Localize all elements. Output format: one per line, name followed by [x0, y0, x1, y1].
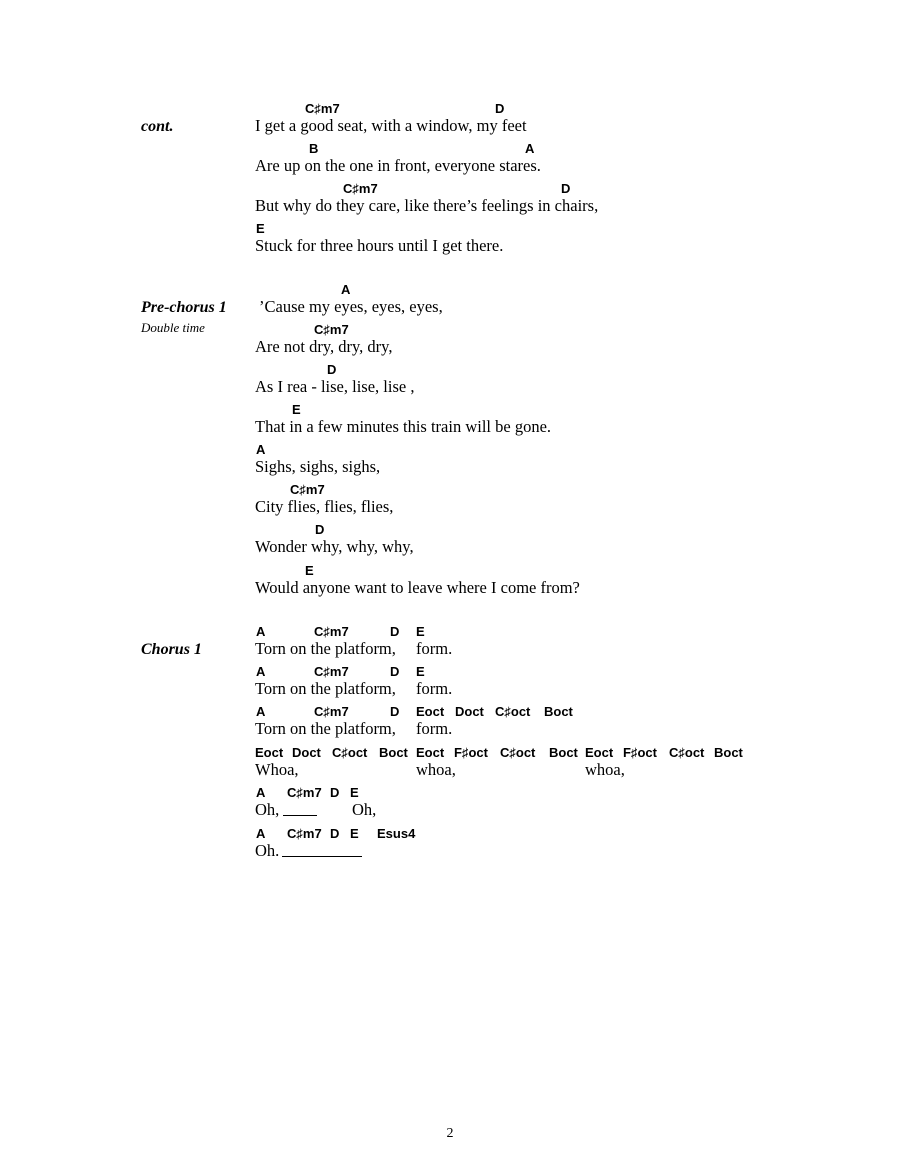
chord: F♯oct	[454, 745, 488, 760]
lyric-line: City flies, flies, flies,	[255, 497, 394, 516]
lyric-line: ’Cause my eyes, eyes, eyes,	[259, 297, 443, 316]
lyric-line: form.	[416, 679, 453, 698]
lyric-line: Sighs, sighs, sighs,	[255, 457, 381, 476]
chord: D	[315, 522, 325, 537]
chord: A	[256, 442, 266, 457]
chord: F♯oct	[623, 745, 657, 760]
chord: Boct	[544, 704, 573, 719]
chord: C♯m7	[314, 322, 349, 337]
chord: D	[561, 181, 571, 196]
chord: C♯m7	[314, 664, 349, 679]
chord: A	[256, 785, 266, 800]
chord: D	[330, 826, 340, 841]
section-label-chorus: Chorus 1	[141, 641, 202, 658]
lyric-line: Stuck for three hours until I get there.	[255, 236, 504, 255]
lyric-line: Whoa,	[255, 760, 299, 779]
lyric-line: Oh.	[255, 841, 280, 860]
lyric-line: form.	[416, 719, 453, 738]
lyric-line: That in a few minutes this train will be gone.	[255, 417, 552, 436]
chord: A	[341, 282, 351, 297]
lyric-line: Torn on the platform,	[255, 679, 396, 698]
chord: E	[416, 664, 425, 679]
lyric-line: But why do they care, like there’s feelings in chairs,	[255, 196, 599, 215]
chord: A	[256, 826, 266, 841]
chord: Esus4	[377, 826, 416, 841]
lyric-line: Are not dry, dry, dry,	[255, 337, 393, 356]
chord: A	[256, 624, 266, 639]
section-note-double-time: Double time	[141, 320, 205, 335]
chord: C♯oct	[332, 745, 368, 760]
chord: Doct	[292, 745, 321, 760]
chord: A	[525, 141, 535, 156]
chord: E	[256, 221, 265, 236]
chord: D	[390, 664, 400, 679]
chord: Boct	[379, 745, 408, 760]
chord: Eoct	[416, 745, 445, 760]
chord: Eoct	[585, 745, 614, 760]
chord: E	[416, 624, 425, 639]
chord: E	[292, 402, 301, 417]
lyric-line: Oh,	[255, 800, 280, 819]
melisma-line	[283, 815, 317, 816]
chord: D	[327, 362, 337, 377]
chord: E	[350, 826, 359, 841]
chord: E	[305, 563, 314, 578]
lyric-line: form.	[416, 639, 453, 658]
chord: D	[495, 101, 505, 116]
lyric-line: Oh,	[352, 800, 377, 819]
chord: C♯m7	[287, 826, 322, 841]
chord: Doct	[455, 704, 484, 719]
chord: C♯m7	[343, 181, 378, 196]
chord: C♯m7	[290, 482, 325, 497]
lyric-line: whoa,	[585, 760, 625, 779]
chord: C♯m7	[305, 101, 340, 116]
lyric-line: Wonder why, why, why,	[255, 537, 414, 556]
chord: Boct	[549, 745, 578, 760]
lyric-line: whoa,	[416, 760, 456, 779]
chord: A	[256, 704, 266, 719]
lyric-line: I get a good seat, with a window, my feet	[255, 116, 527, 135]
lyric-line: Torn on the platform,	[255, 719, 396, 738]
chord: C♯m7	[287, 785, 322, 800]
chord: D	[390, 704, 400, 719]
chord: D	[390, 624, 400, 639]
section-label-prechorus: Pre-chorus 1	[141, 299, 227, 316]
chord: B	[309, 141, 319, 156]
chord: C♯oct	[669, 745, 705, 760]
lyric-line: As I rea - lise, lise, lise ,	[255, 377, 415, 396]
chord: D	[330, 785, 340, 800]
chord: Boct	[714, 745, 743, 760]
section-label-cont: cont.	[141, 118, 174, 135]
page-number: 2	[446, 1126, 454, 1141]
chord: C♯oct	[495, 704, 531, 719]
chord: A	[256, 664, 266, 679]
melisma-line	[282, 856, 362, 857]
chord: C♯m7	[314, 624, 349, 639]
chord: E	[350, 785, 359, 800]
lyric-line: Are up on the one in front, everyone stares.	[255, 156, 541, 175]
chord: Eoct	[416, 704, 445, 719]
chord: C♯m7	[314, 704, 349, 719]
chord: C♯oct	[500, 745, 536, 760]
chord: Eoct	[255, 745, 284, 760]
lyric-line: Would anyone want to leave where I come from?	[255, 578, 580, 597]
lyric-line: Torn on the platform,	[255, 639, 396, 658]
